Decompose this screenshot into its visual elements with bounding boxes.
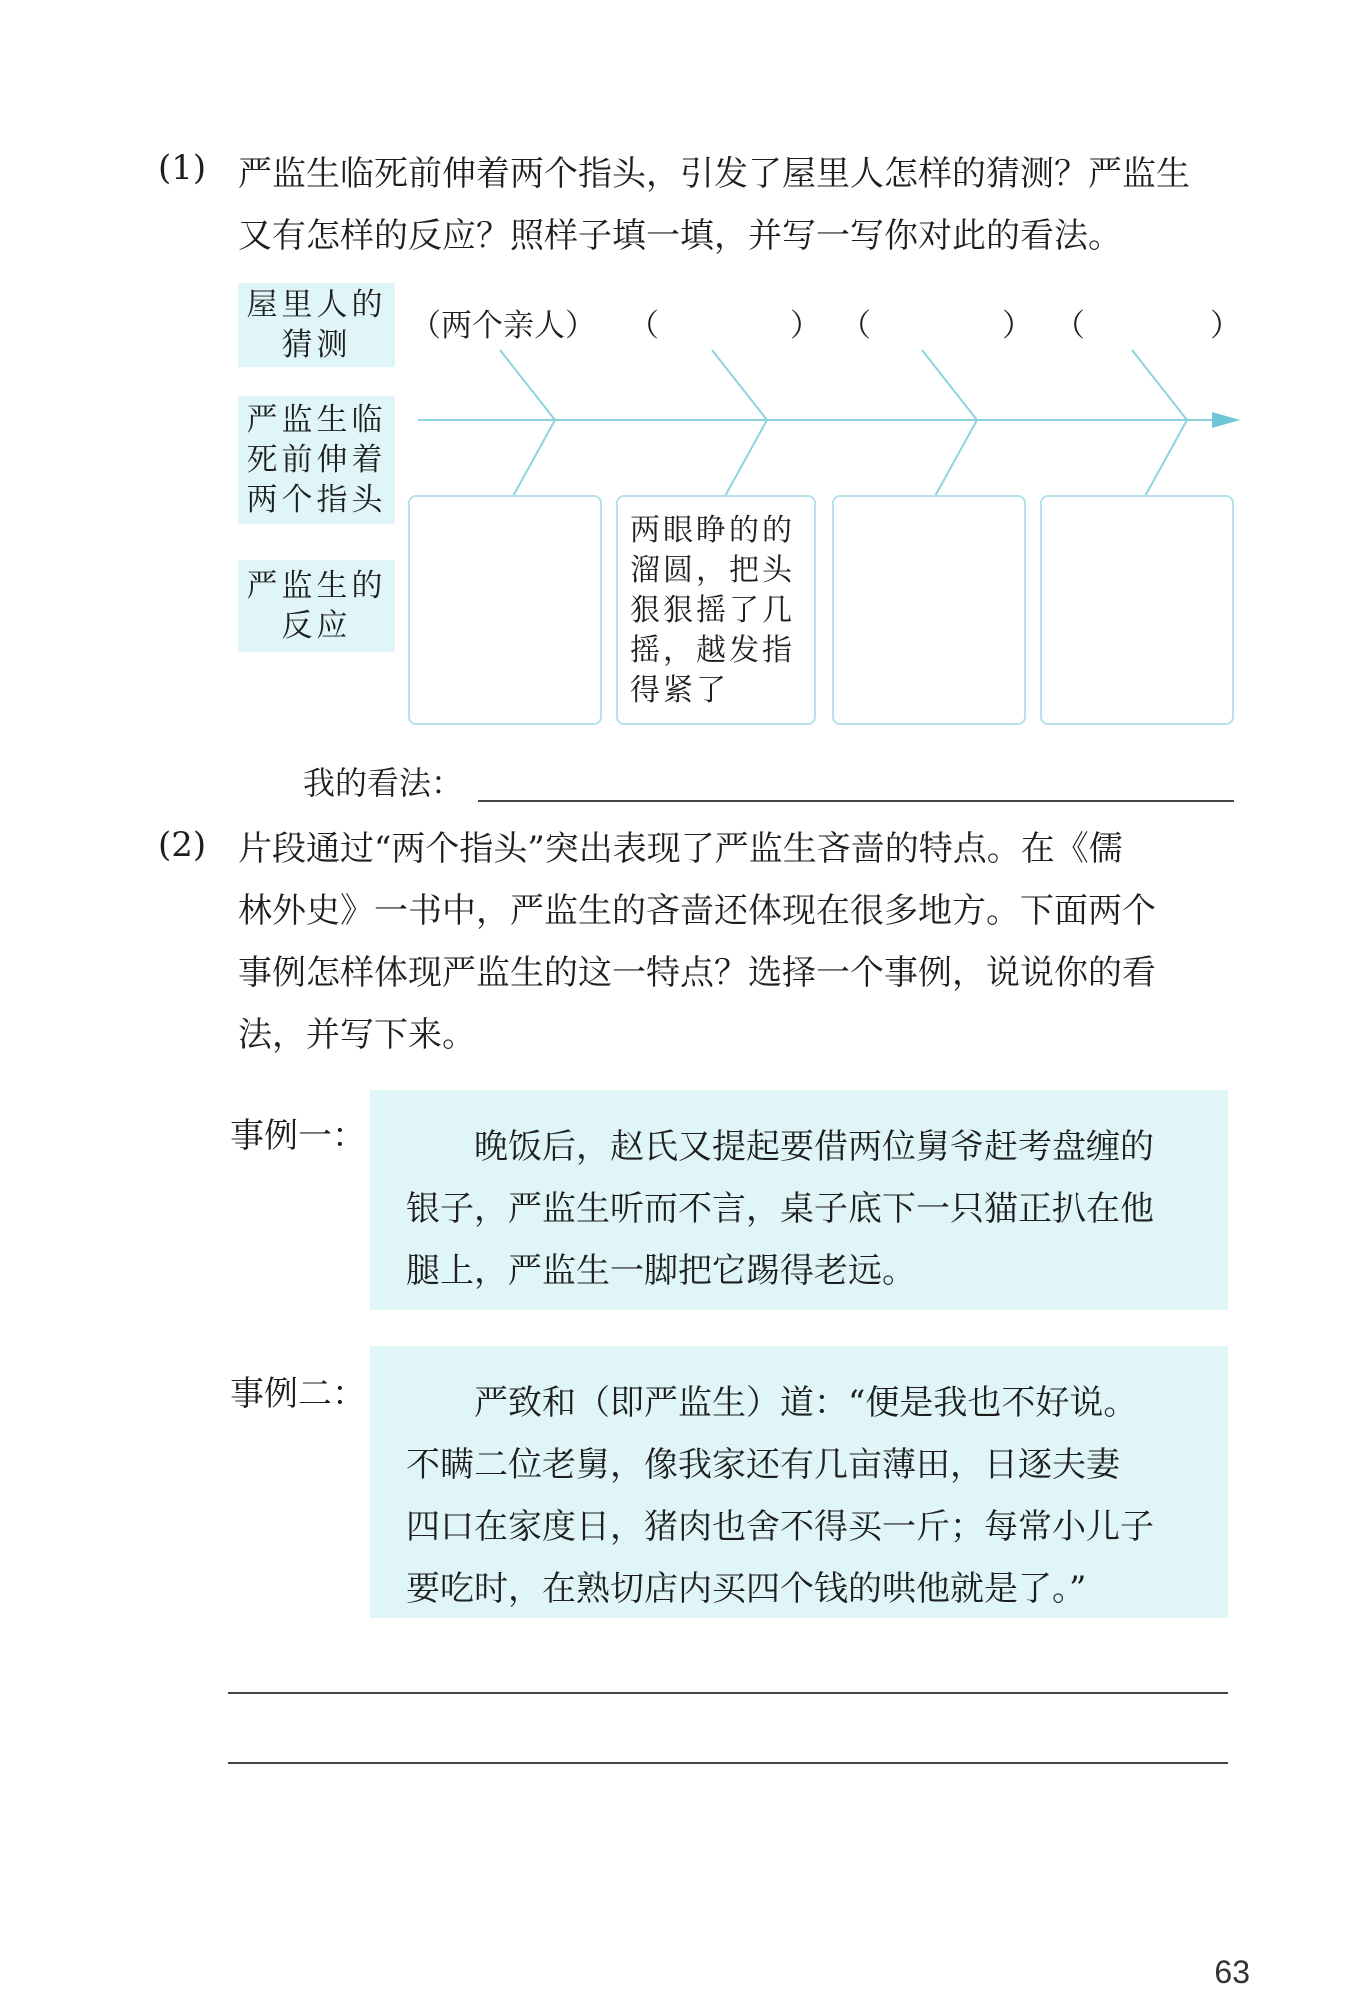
example-1-label: 事例一： bbox=[230, 1116, 366, 1156]
question-2-line-2: 林外史》一书中，严监生的吝啬还体现在很多地方。下面两个 bbox=[238, 891, 1156, 931]
label-guess: 屋里人的 猜测 bbox=[238, 283, 395, 367]
question-1-number: (1) bbox=[158, 148, 207, 188]
example-2-line-1: 严致和（即严监生）道：“便是我也不好说。 bbox=[474, 1383, 1138, 1423]
guess-blank-2-open[interactable]: （ bbox=[840, 308, 871, 344]
bone-2 bbox=[712, 350, 767, 498]
guess-blank-3-open[interactable]: （ bbox=[1054, 308, 1085, 344]
example-1-line-2: 银子，严监生听而不言，桌子底下一只猫正扒在他 bbox=[406, 1189, 1154, 1229]
answer-line-1[interactable] bbox=[228, 1692, 1228, 1694]
reaction-box-1[interactable] bbox=[408, 495, 602, 725]
question-2-line-1: 片段通过“两个指头”突出表现了严监生吝啬的特点。在《儒 bbox=[238, 829, 1123, 869]
example-2-line-2: 不瞒二位老舅，像我家还有几亩薄田，日逐夫妻 bbox=[406, 1445, 1120, 1485]
spine-arrowhead bbox=[1212, 412, 1240, 428]
example-2-line-4: 要吃时，在熟切店内买四个钱的哄他就是了。” bbox=[406, 1569, 1087, 1609]
question-2-number: (2) bbox=[158, 825, 207, 865]
question-1-line-2: 又有怎样的反应？照样子填一填，并写一写你对此的看法。 bbox=[238, 216, 1122, 256]
reaction-box-3[interactable] bbox=[832, 495, 1026, 725]
my-view-answer-line[interactable] bbox=[478, 800, 1234, 802]
guess-example: （两个亲人） bbox=[410, 308, 596, 344]
example-2-box bbox=[370, 1346, 1228, 1618]
example-2-line-3: 四口在家度日，猪肉也舍不得买一斤；每常小儿子 bbox=[406, 1507, 1154, 1547]
reaction-box-4[interactable] bbox=[1040, 495, 1234, 725]
example-1-line-1: 晚饭后，赵氏又提起要借两位舅爷赶考盘缠的 bbox=[474, 1127, 1154, 1167]
guess-blank-3-close: ） bbox=[1210, 308, 1241, 344]
question-2-line-3: 事例怎样体现严监生的这一特点？选择一个事例，说说你的看 bbox=[238, 953, 1156, 993]
answer-line-2[interactable] bbox=[228, 1762, 1228, 1764]
sample-reaction-text: 两眼睁的的 溜圆，把头 狠狠摇了几 摇，越发指 得紧了 bbox=[630, 513, 795, 708]
bone-4 bbox=[1132, 350, 1187, 498]
example-1-box bbox=[370, 1090, 1228, 1310]
bone-1 bbox=[500, 350, 555, 498]
label-reaction: 严监生的 反应 bbox=[238, 560, 395, 652]
page-number: 63 bbox=[1214, 1954, 1250, 1990]
question-2-line-4: 法，并写下来。 bbox=[238, 1015, 476, 1055]
question-2-text bbox=[238, 818, 1238, 1066]
guess-blank-1-close: ） bbox=[790, 308, 821, 344]
my-view-label: 我的看法： bbox=[303, 764, 464, 802]
question-1-line-1: 严监生临死前伸着两个指头，引发了屋里人怎样的猜测？严监生 bbox=[238, 154, 1190, 194]
reaction-box-sample bbox=[616, 495, 816, 725]
guess-blank-1-open[interactable]: （ bbox=[628, 308, 659, 344]
label-two-fingers: 严监生临 死前伸着 两个指头 bbox=[238, 396, 395, 524]
guess-blank-2-close: ） bbox=[1002, 308, 1033, 344]
bone-3 bbox=[922, 350, 977, 498]
example-1-line-3: 腿上，严监生一脚把它踢得老远。 bbox=[406, 1251, 916, 1291]
example-2-label: 事例二： bbox=[230, 1374, 366, 1414]
